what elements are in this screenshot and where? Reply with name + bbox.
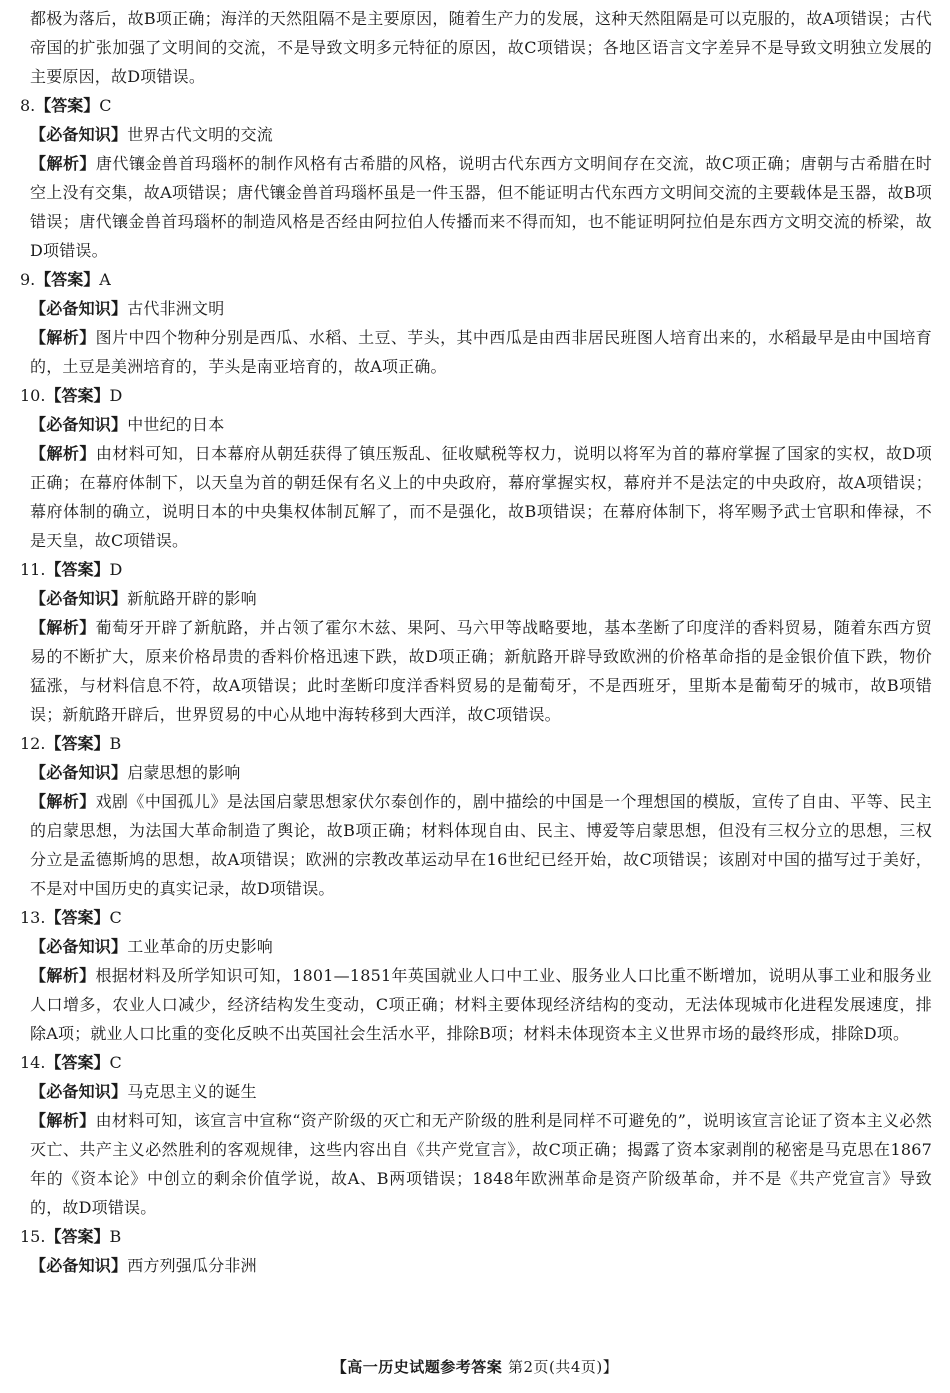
answer-document [20, 4, 932, 1280]
knowledge-text: 古代非洲文明 [127, 299, 225, 318]
answer-value: A [99, 270, 111, 289]
knowledge-tag: 【必备知识】 [30, 415, 128, 434]
answer-tag: 【答案】 [45, 1053, 110, 1072]
knowledge-tag: 【必备知识】 [30, 589, 128, 608]
answer-tag: 【答案】 [35, 96, 100, 115]
question-number: 11. [20, 560, 46, 579]
answer-item-8 [20, 91, 932, 265]
analysis-paragraph [30, 787, 932, 903]
analysis-paragraph [30, 439, 932, 555]
answer-tag: 【答案】 [45, 734, 110, 753]
question-number: 12. [20, 734, 46, 753]
question-number: 10. [20, 386, 46, 405]
analysis-text: 根据材料及所学知识可知，1801—1851年英国就业人口中工业、服务业人口比重不断增加，说明从事工业和服务业人口增多，农业人口减少，经济结构发生变动，C项正确；材料主要体现经济结构的变动，无法体现城市化进程发展速度，排除A项；就业人口比重的变化反映不出英国社会生活水平，排除B项；材料未体现资本主义世界市场的最终形成，排除D项。 [30, 966, 932, 1043]
analysis-text: 图片中四个物种分别是西瓜、水稻、土豆、芋头，其中西瓜是由西非居民班图人培育出来的，水稻最早是由中国培育的，土豆是美洲培育的，芋头是南亚培育的，故A项正确。 [30, 328, 932, 376]
answer-value: B [109, 734, 122, 753]
answer-line [20, 381, 932, 410]
footer-page-number: 第2页(共4页)】 [507, 1358, 619, 1376]
answer-value: C [109, 1053, 122, 1072]
knowledge-text: 工业革命的历史影响 [127, 937, 274, 956]
answer-tag: 【答案】 [45, 386, 110, 405]
answer-value: D [109, 560, 123, 579]
knowledge-text: 中世纪的日本 [127, 415, 225, 434]
page-footer [0, 1356, 950, 1377]
analysis-paragraph [30, 149, 932, 265]
question-number: 15. [20, 1227, 46, 1246]
analysis-paragraph [30, 1106, 932, 1222]
answer-line [20, 91, 932, 120]
answer-line [20, 555, 932, 584]
answer-line [20, 1222, 932, 1251]
analysis-tag: 【解析】 [30, 966, 96, 985]
knowledge-text: 西方列强瓜分非洲 [127, 1256, 257, 1275]
answer-value: C [99, 96, 112, 115]
answer-item-15 [20, 1222, 932, 1280]
analysis-text: 由材料可知，日本幕府从朝廷获得了镇压叛乱、征收赋税等权力，说明以将军为首的幕府掌握了国家的实权，故D项正确；在幕府体制下，以天皇为首的朝廷保有名义上的中央政府，幕府掌握实权，幕府并不是法定的中央政府，故A项错误；幕府体制的确立，说明日本的中央集权体制瓦解了，而不是强化，故B项错误；在幕府体制下，将军赐予武士官职和俸禄，不是天皇，故C项错误。 [30, 444, 932, 550]
analysis-tag: 【解析】 [30, 1111, 96, 1130]
answer-line [20, 1048, 932, 1077]
knowledge-line [30, 1251, 932, 1280]
footer-title: 【高一历史试题参考答案 [331, 1358, 503, 1376]
question-number: 9. [20, 270, 36, 289]
analysis-paragraph [30, 961, 932, 1048]
answer-line [20, 903, 932, 932]
answer-tag: 【答案】 [45, 560, 110, 579]
analysis-text: 戏剧《中国孤儿》是法国启蒙思想家伏尔泰创作的，剧中描绘的中国是一个理想国的模版，宣传了自由、平等、民主的启蒙思想，为法国大革命制造了舆论，故B项正确；材料体现自由、民主、博爱等启蒙思想，但没有三权分立的思想，三权分立是孟德斯鸠的思想，故A项错误；欧洲的宗教改革运动早在16世纪已经开始，故C项错误；该剧对中国的描写过于美好，不是对中国历史的真实记录，故D项错误。 [30, 792, 932, 898]
analysis-tag: 【解析】 [30, 154, 96, 173]
knowledge-line [30, 410, 932, 439]
knowledge-tag: 【必备知识】 [30, 937, 128, 956]
knowledge-tag: 【必备知识】 [30, 763, 128, 782]
knowledge-line [30, 932, 932, 961]
analysis-tag: 【解析】 [30, 444, 96, 463]
answer-line [20, 265, 932, 294]
knowledge-text: 启蒙思想的影响 [127, 763, 241, 782]
knowledge-line [30, 584, 932, 613]
continuation-paragraph: 都极为落后，故B项正确；海洋的天然阻隔不是主要原因，随着生产力的发展，这种天然阻隔是可以克服的，故A项错误；古代帝国的扩张加强了文明间的交流，不是导致文明多元特征的原因，故C项错误；各地区语言文字差异不是导致文明独立发展的主要原因，故D项错误。 [30, 9, 932, 86]
answer-line [20, 729, 932, 758]
analysis-tag: 【解析】 [30, 618, 96, 637]
knowledge-text: 马克思主义的诞生 [127, 1082, 257, 1101]
analysis-paragraph [30, 323, 932, 381]
analysis-tag: 【解析】 [30, 792, 96, 811]
analysis-text: 由材料可知，该宣言中宣称“资产阶级的灭亡和无产阶级的胜利是同样不可避免的”，说明该宣言论证了资本主义必然灭亡、共产主义必然胜利的客观规律，这些内容出自《共产党宣言》，故C项正确；揭露了资本家剥削的秘密是马克思在1867年的《资本论》中创立的剩余价值学说，故A、B两项错误；1848年欧洲革命是资产阶级革命，并不是《共产党宣言》导致的，故D项错误。 [30, 1111, 932, 1217]
analysis-text: 唐代镶金兽首玛瑙杯的制作风格有古希腊的风格，说明古代东西方文明间存在交流，故C项正确；唐朝与古希腊在时空上没有交集，故A项错误；唐代镶金兽首玛瑙杯虽是一件玉器，但不能证明古代东西方文明间交流的主要载体是玉器，故B项错误；唐代镶金兽首玛瑙杯的制造风格是否经由阿拉伯人传播而来不得而知，也不能证明阿拉伯是东西方文明交流的桥梁，故D项错误。 [30, 154, 932, 260]
answer-item-12 [20, 729, 932, 903]
answer-tag: 【答案】 [45, 908, 110, 927]
question-number: 14. [20, 1053, 46, 1072]
knowledge-text: 新航路开辟的影响 [127, 589, 257, 608]
analysis-tag: 【解析】 [30, 328, 96, 347]
answer-item-14 [20, 1048, 932, 1222]
answer-item-13 [20, 903, 932, 1048]
knowledge-line [30, 120, 932, 149]
question-number: 8. [20, 96, 36, 115]
knowledge-tag: 【必备知识】 [30, 1256, 128, 1275]
answer-item-10 [20, 381, 932, 555]
knowledge-tag: 【必备知识】 [30, 1082, 128, 1101]
answer-value: D [109, 386, 123, 405]
answer-item-11 [20, 555, 932, 729]
knowledge-line [30, 758, 932, 787]
answer-value: C [109, 908, 122, 927]
answer-tag: 【答案】 [35, 270, 100, 289]
knowledge-line [30, 1077, 932, 1106]
answer-tag: 【答案】 [45, 1227, 110, 1246]
analysis-paragraph [30, 613, 932, 729]
knowledge-tag: 【必备知识】 [30, 299, 128, 318]
answer-item-9 [20, 265, 932, 381]
knowledge-tag: 【必备知识】 [30, 125, 128, 144]
question-number: 13. [20, 908, 46, 927]
knowledge-line [30, 294, 932, 323]
analysis-text: 葡萄牙开辟了新航路，并占领了霍尔木兹、果阿、马六甲等战略要地，基本垄断了印度洋的香料贸易，随着东西方贸易的不断扩大，原来价格昂贵的香料价格迅速下跌，故D项正确；新航路开辟导致欧洲的价格革命指的是金银价值下跌，物价猛涨，与材料信息不符，故A项错误；此时垄断印度洋香料贸易的是葡萄牙，不是西班牙，里斯本是葡萄牙的城市，故B项错误；新航路开辟后，世界贸易的中心从地中海转移到大西洋，故C项错误。 [30, 618, 932, 724]
answer-value: B [109, 1227, 122, 1246]
knowledge-text: 世界古代文明的交流 [127, 125, 274, 144]
